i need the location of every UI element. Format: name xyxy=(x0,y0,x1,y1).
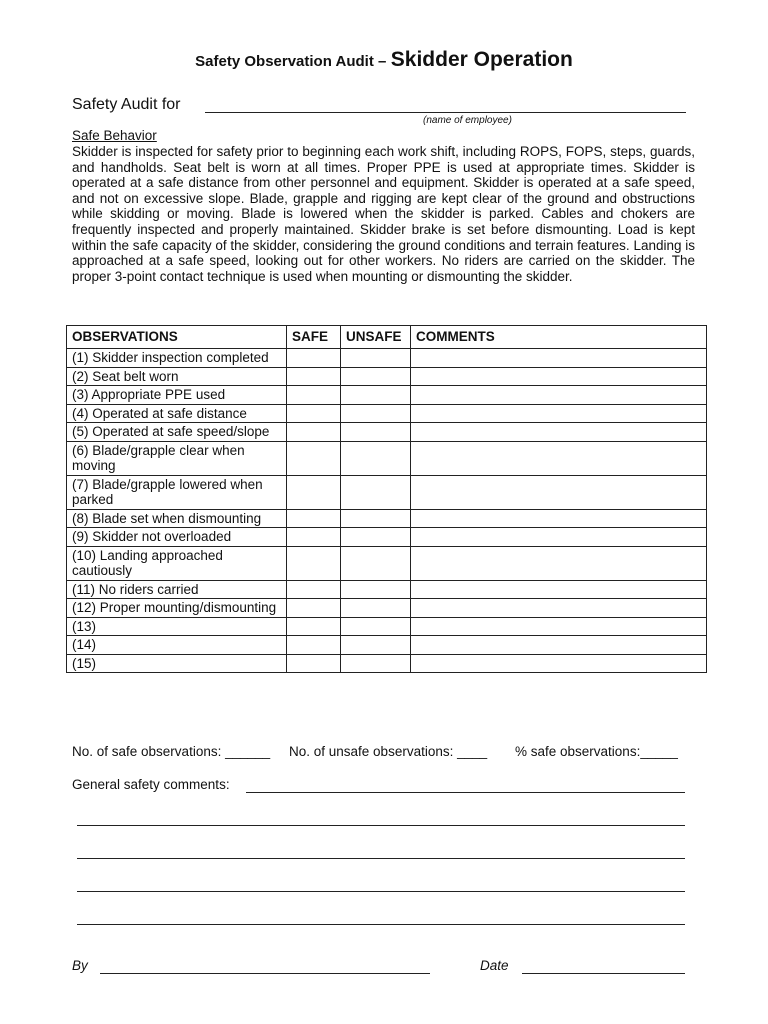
date-line[interactable] xyxy=(522,958,685,974)
date-label: Date xyxy=(480,958,509,973)
unsafe-count-blank[interactable]: ____ xyxy=(457,744,488,759)
observation-label: (4) Operated at safe distance xyxy=(67,404,287,423)
comments-cell[interactable] xyxy=(411,617,707,636)
observation-label: (11) No riders carried xyxy=(67,580,287,599)
comments-line-1[interactable] xyxy=(246,777,685,793)
table-row xyxy=(67,441,707,475)
safe-cell[interactable] xyxy=(287,599,341,618)
table-row xyxy=(67,528,707,547)
observation-label: (10) Landing approached cautiously xyxy=(67,546,287,580)
safe-cell[interactable] xyxy=(287,546,341,580)
comments-cell[interactable] xyxy=(411,599,707,618)
unsafe-cell[interactable] xyxy=(341,636,411,655)
observation-label: (1) Skidder inspection completed xyxy=(67,349,287,368)
general-comments-label: General safety comments: xyxy=(72,777,230,792)
comments-cell[interactable] xyxy=(411,580,707,599)
comments-cell[interactable] xyxy=(411,654,707,673)
safe-behavior-text: Skidder is inspected for safety prior to beginning each work shift, including ROPS, FOPS, steps, guards, and handholds. Seat belt is worn at all times. Proper PPE is used at appropriate times. Skidder is operated at a safe distance from other personnel and equipment. Skidder is operated at a safe speed, and not on excessive slope. Blade, grapple and rigging are kept clear of the ground and obstructions while skidding or moving. Blade is lowered when the skidder is parked. Cables and chokers are frequently inspected and properly maintained. Skidder brake is set before dismounting. Load is kept within the safe capacity of the skidder, considering the ground conditions and terrain features. Landing is approached at a safe speed, looking out for other workers. No riders are carried on the skidder. The proper 3-point contact technique is used when mounting or dismounting the skidder. xyxy=(72,144,695,284)
observation-label: (15) xyxy=(67,654,287,673)
observation-label: (12) Proper mounting/dismounting xyxy=(67,599,287,618)
safe-behavior-heading: Safe Behavior xyxy=(72,128,157,143)
observation-label: (5) Operated at safe speed/slope xyxy=(67,423,287,442)
comments-cell[interactable] xyxy=(411,509,707,528)
comments-cell[interactable] xyxy=(411,636,707,655)
header-observations: OBSERVATIONS xyxy=(67,326,287,349)
unsafe-count-label xyxy=(289,744,487,759)
observation-label: (6) Blade/grapple clear when moving xyxy=(67,441,287,475)
comments-line-5[interactable] xyxy=(77,909,685,925)
unsafe-cell[interactable] xyxy=(341,654,411,673)
comments-cell[interactable] xyxy=(411,404,707,423)
table-row xyxy=(67,599,707,618)
table-row xyxy=(67,423,707,442)
comments-line-4[interactable] xyxy=(77,876,685,892)
table-row xyxy=(67,386,707,405)
safety-audit-for-label: Safety Audit for xyxy=(72,96,181,113)
title-main: Skidder Operation xyxy=(390,48,573,71)
comments-cell[interactable] xyxy=(411,475,707,509)
unsafe-cell[interactable] xyxy=(341,617,411,636)
table-header-row xyxy=(67,326,707,349)
page-title xyxy=(0,48,768,72)
unsafe-cell[interactable] xyxy=(341,441,411,475)
safe-cell[interactable] xyxy=(287,475,341,509)
percent-safe-blank[interactable]: _____ xyxy=(640,744,678,759)
safe-cell[interactable] xyxy=(287,528,341,547)
observation-label: (14) xyxy=(67,636,287,655)
table-row xyxy=(67,475,707,509)
table-row xyxy=(67,617,707,636)
unsafe-cell[interactable] xyxy=(341,386,411,405)
unsafe-cell[interactable] xyxy=(341,423,411,442)
comments-cell[interactable] xyxy=(411,441,707,475)
percent-safe-text: % safe observations: xyxy=(515,744,641,759)
observations-table xyxy=(66,325,707,673)
table-row xyxy=(67,546,707,580)
safe-cell[interactable] xyxy=(287,386,341,405)
unsafe-count-text: No. of unsafe observations: xyxy=(289,744,454,759)
unsafe-cell[interactable] xyxy=(341,509,411,528)
unsafe-cell[interactable] xyxy=(341,528,411,547)
safe-cell[interactable] xyxy=(287,580,341,599)
safe-cell[interactable] xyxy=(287,617,341,636)
header-comments: COMMENTS xyxy=(411,326,707,349)
safe-cell[interactable] xyxy=(287,367,341,386)
safe-cell[interactable] xyxy=(287,404,341,423)
safe-cell[interactable] xyxy=(287,441,341,475)
table-row xyxy=(67,367,707,386)
observation-label: (3) Appropriate PPE used xyxy=(67,386,287,405)
observation-label: (2) Seat belt worn xyxy=(67,367,287,386)
safe-count-label xyxy=(72,744,270,759)
safe-count-blank[interactable]: ______ xyxy=(225,744,271,759)
safe-cell[interactable] xyxy=(287,509,341,528)
unsafe-cell[interactable] xyxy=(341,580,411,599)
header-unsafe: UNSAFE xyxy=(341,326,411,349)
employee-name-line[interactable] xyxy=(205,96,686,113)
unsafe-cell[interactable] xyxy=(341,599,411,618)
observation-label: (9) Skidder not overloaded xyxy=(67,528,287,547)
table-row xyxy=(67,580,707,599)
comments-cell[interactable] xyxy=(411,367,707,386)
comments-line-3[interactable] xyxy=(77,843,685,859)
by-signature-line[interactable] xyxy=(100,958,430,974)
unsafe-cell[interactable] xyxy=(341,367,411,386)
comments-cell[interactable] xyxy=(411,528,707,547)
employee-name-note: (name of employee) xyxy=(423,115,512,126)
unsafe-cell[interactable] xyxy=(341,349,411,368)
title-prefix: Safety Observation Audit – xyxy=(195,53,387,70)
table-row xyxy=(67,509,707,528)
header-safe: SAFE xyxy=(287,326,341,349)
table-row xyxy=(67,349,707,368)
comments-cell[interactable] xyxy=(411,349,707,368)
comments-cell[interactable] xyxy=(411,386,707,405)
unsafe-cell[interactable] xyxy=(341,546,411,580)
observation-label: (13) xyxy=(67,617,287,636)
percent-safe-label xyxy=(515,744,678,759)
safe-cell[interactable] xyxy=(287,636,341,655)
comments-cell[interactable] xyxy=(411,423,707,442)
by-label: By xyxy=(72,958,88,973)
safe-cell[interactable] xyxy=(287,349,341,368)
table-row xyxy=(67,404,707,423)
observation-label: (8) Blade set when dismounting xyxy=(67,509,287,528)
safe-cell[interactable] xyxy=(287,654,341,673)
table-row xyxy=(67,636,707,655)
observation-label: (7) Blade/grapple lowered when parked xyxy=(67,475,287,509)
safe-count-text: No. of safe observations: xyxy=(72,744,222,759)
table-row xyxy=(67,654,707,673)
comments-line-2[interactable] xyxy=(77,810,685,826)
safe-cell[interactable] xyxy=(287,423,341,442)
comments-cell[interactable] xyxy=(411,546,707,580)
unsafe-cell[interactable] xyxy=(341,404,411,423)
unsafe-cell[interactable] xyxy=(341,475,411,509)
